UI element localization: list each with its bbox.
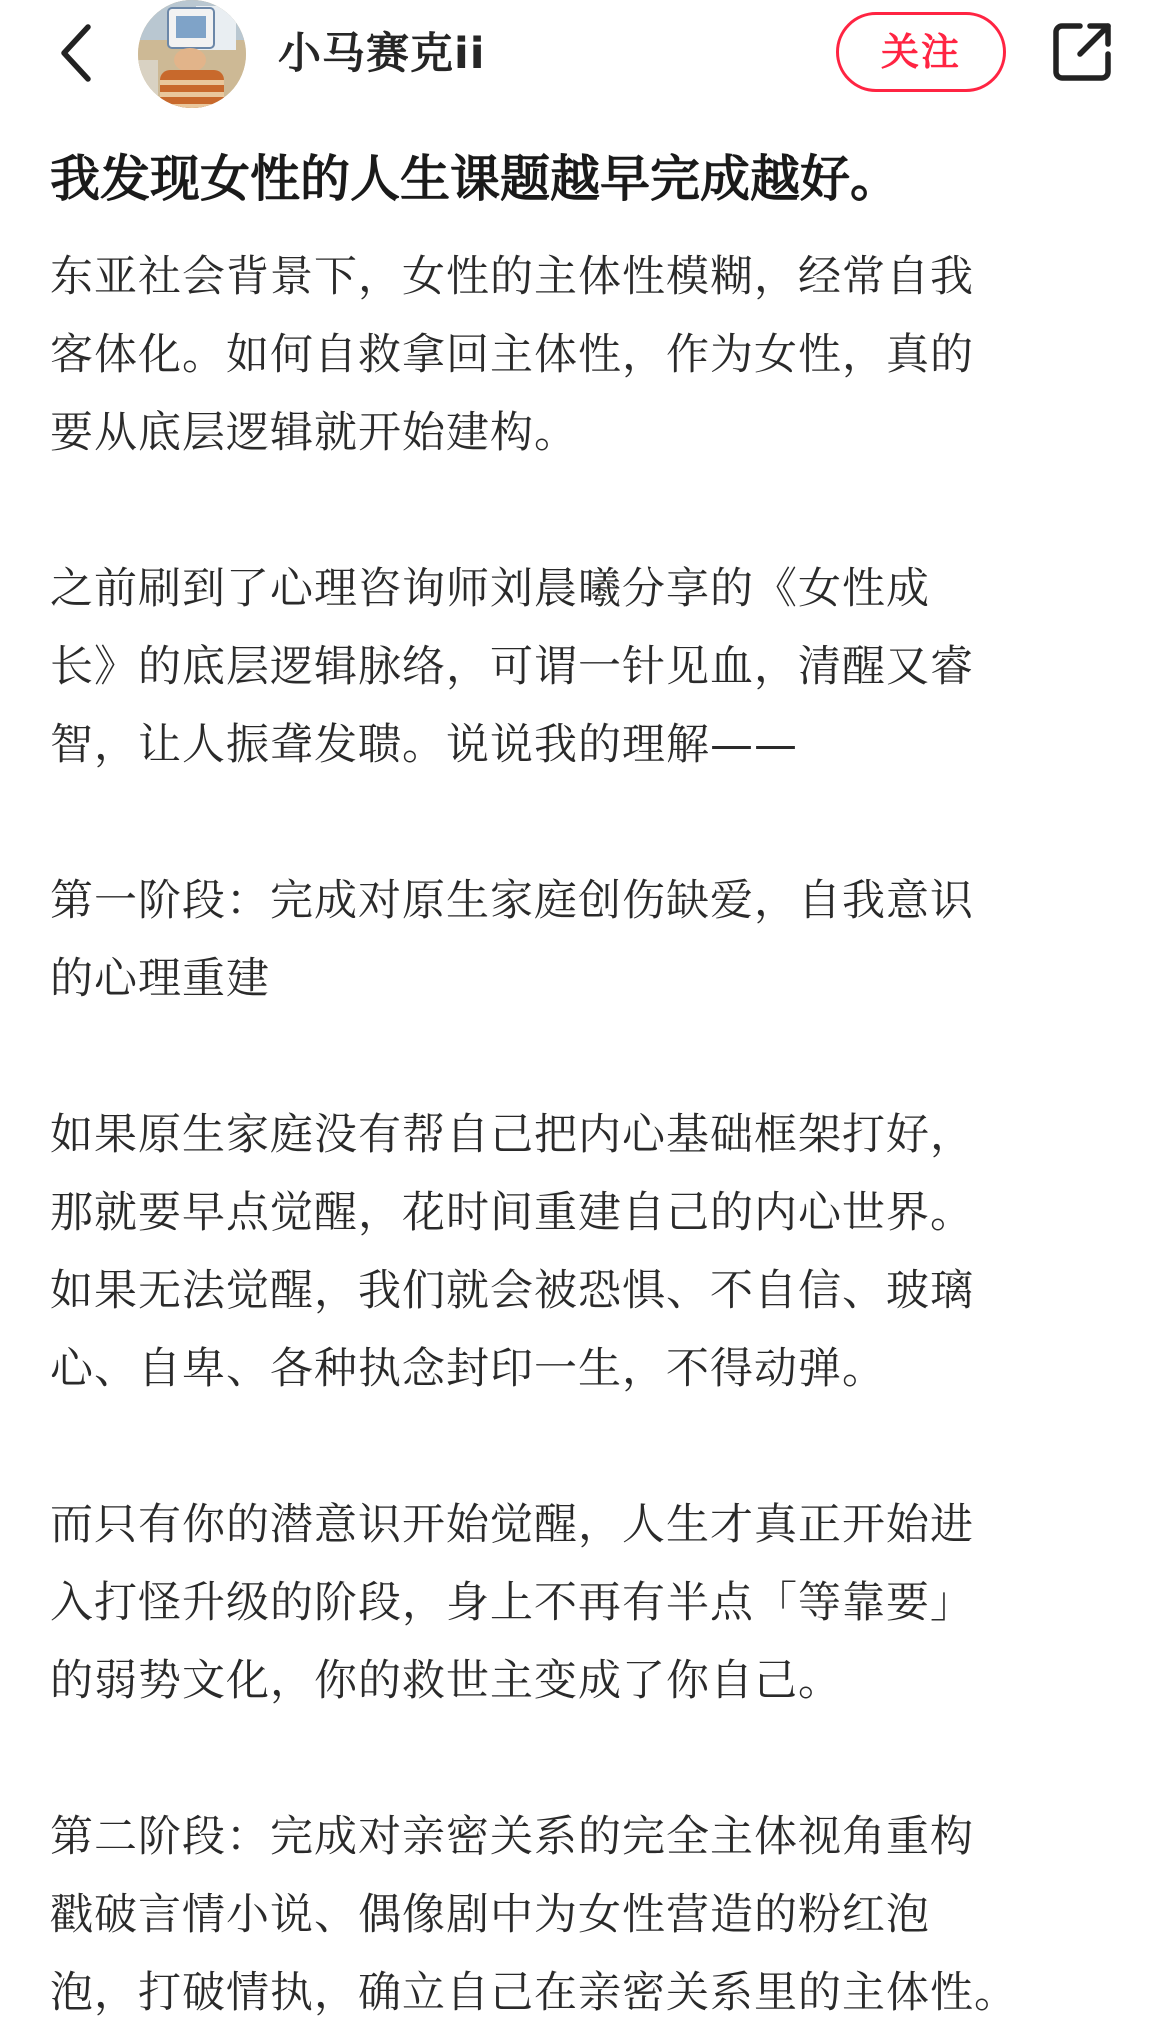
paragraph-gap <box>50 472 1130 550</box>
paragraph-line: 长》的底层逻辑脉络，可谓一针见血，清醒又睿 <box>50 642 974 692</box>
paragraph-line: 客体化。如何自救拿回主体性，作为女性，真的 <box>50 330 974 380</box>
share-button[interactable] <box>1044 14 1120 90</box>
avatar-image <box>138 0 246 108</box>
paragraph-line: 之前刷到了心理咨询师刘晨曦分享的《女性成 <box>50 564 930 614</box>
paragraph-line: 入打怪升级的阶段，身上不再有半点「等靠要」 <box>50 1578 974 1628</box>
paragraph-gap <box>50 1018 1130 1096</box>
paragraph-line: 智，让人振聋发聩。说说我的理解—— <box>50 720 798 770</box>
paragraph-line: 戳破言情小说、偶像剧中为女性营造的粉红泡 <box>50 1890 930 1940</box>
paragraph-line: 泡，打破情执，确立自己在亲密关系里的主体性。 <box>50 1968 1018 2018</box>
paragraph-line: 的心理重建 <box>50 954 270 1004</box>
paragraph-line: 第一阶段：完成对原生家庭创伤缺爱，自我意识 <box>50 876 974 926</box>
paragraph-line: 如果无法觉醒，我们就会被恐惧、不自信、玻璃 <box>50 1266 974 1316</box>
avatar[interactable] <box>138 0 246 108</box>
share-icon <box>1050 20 1114 84</box>
follow-button[interactable]: 关注 <box>836 12 1006 92</box>
paragraph-gap <box>50 1408 1130 1486</box>
post-title: 我发现女性的人生课题越早完成越好。 <box>50 150 900 208</box>
paragraph-line: 那就要早点觉醒，花时间重建自己的内心世界。 <box>50 1188 974 1238</box>
chevron-left-icon <box>56 21 96 85</box>
author-name[interactable]: 小马赛克ii <box>278 29 486 79</box>
paragraph-gap <box>50 784 1130 862</box>
back-button[interactable] <box>48 18 104 88</box>
paragraph-line: 东亚社会背景下，女性的主体性模糊，经常自我 <box>50 252 974 302</box>
paragraph-line: 的弱势文化，你的救世主变成了你自己。 <box>50 1656 842 1706</box>
paragraph-line: 第二阶段：完成对亲密关系的完全主体视角重构 <box>50 1812 974 1862</box>
paragraph-line: 要从底层逻辑就开始建构。 <box>50 408 578 458</box>
top-bar <box>0 0 1170 140</box>
paragraph-gap <box>50 1720 1130 1798</box>
post-body <box>50 238 1130 2032</box>
paragraph-line: 而只有你的潜意识开始觉醒，人生才真正开始进 <box>50 1500 974 1550</box>
paragraph-line: 如果原生家庭没有帮自己把内心基础框架打好， <box>50 1110 974 1160</box>
paragraph-line: 心、自卑、各种执念封印一生，不得动弹。 <box>50 1344 886 1394</box>
